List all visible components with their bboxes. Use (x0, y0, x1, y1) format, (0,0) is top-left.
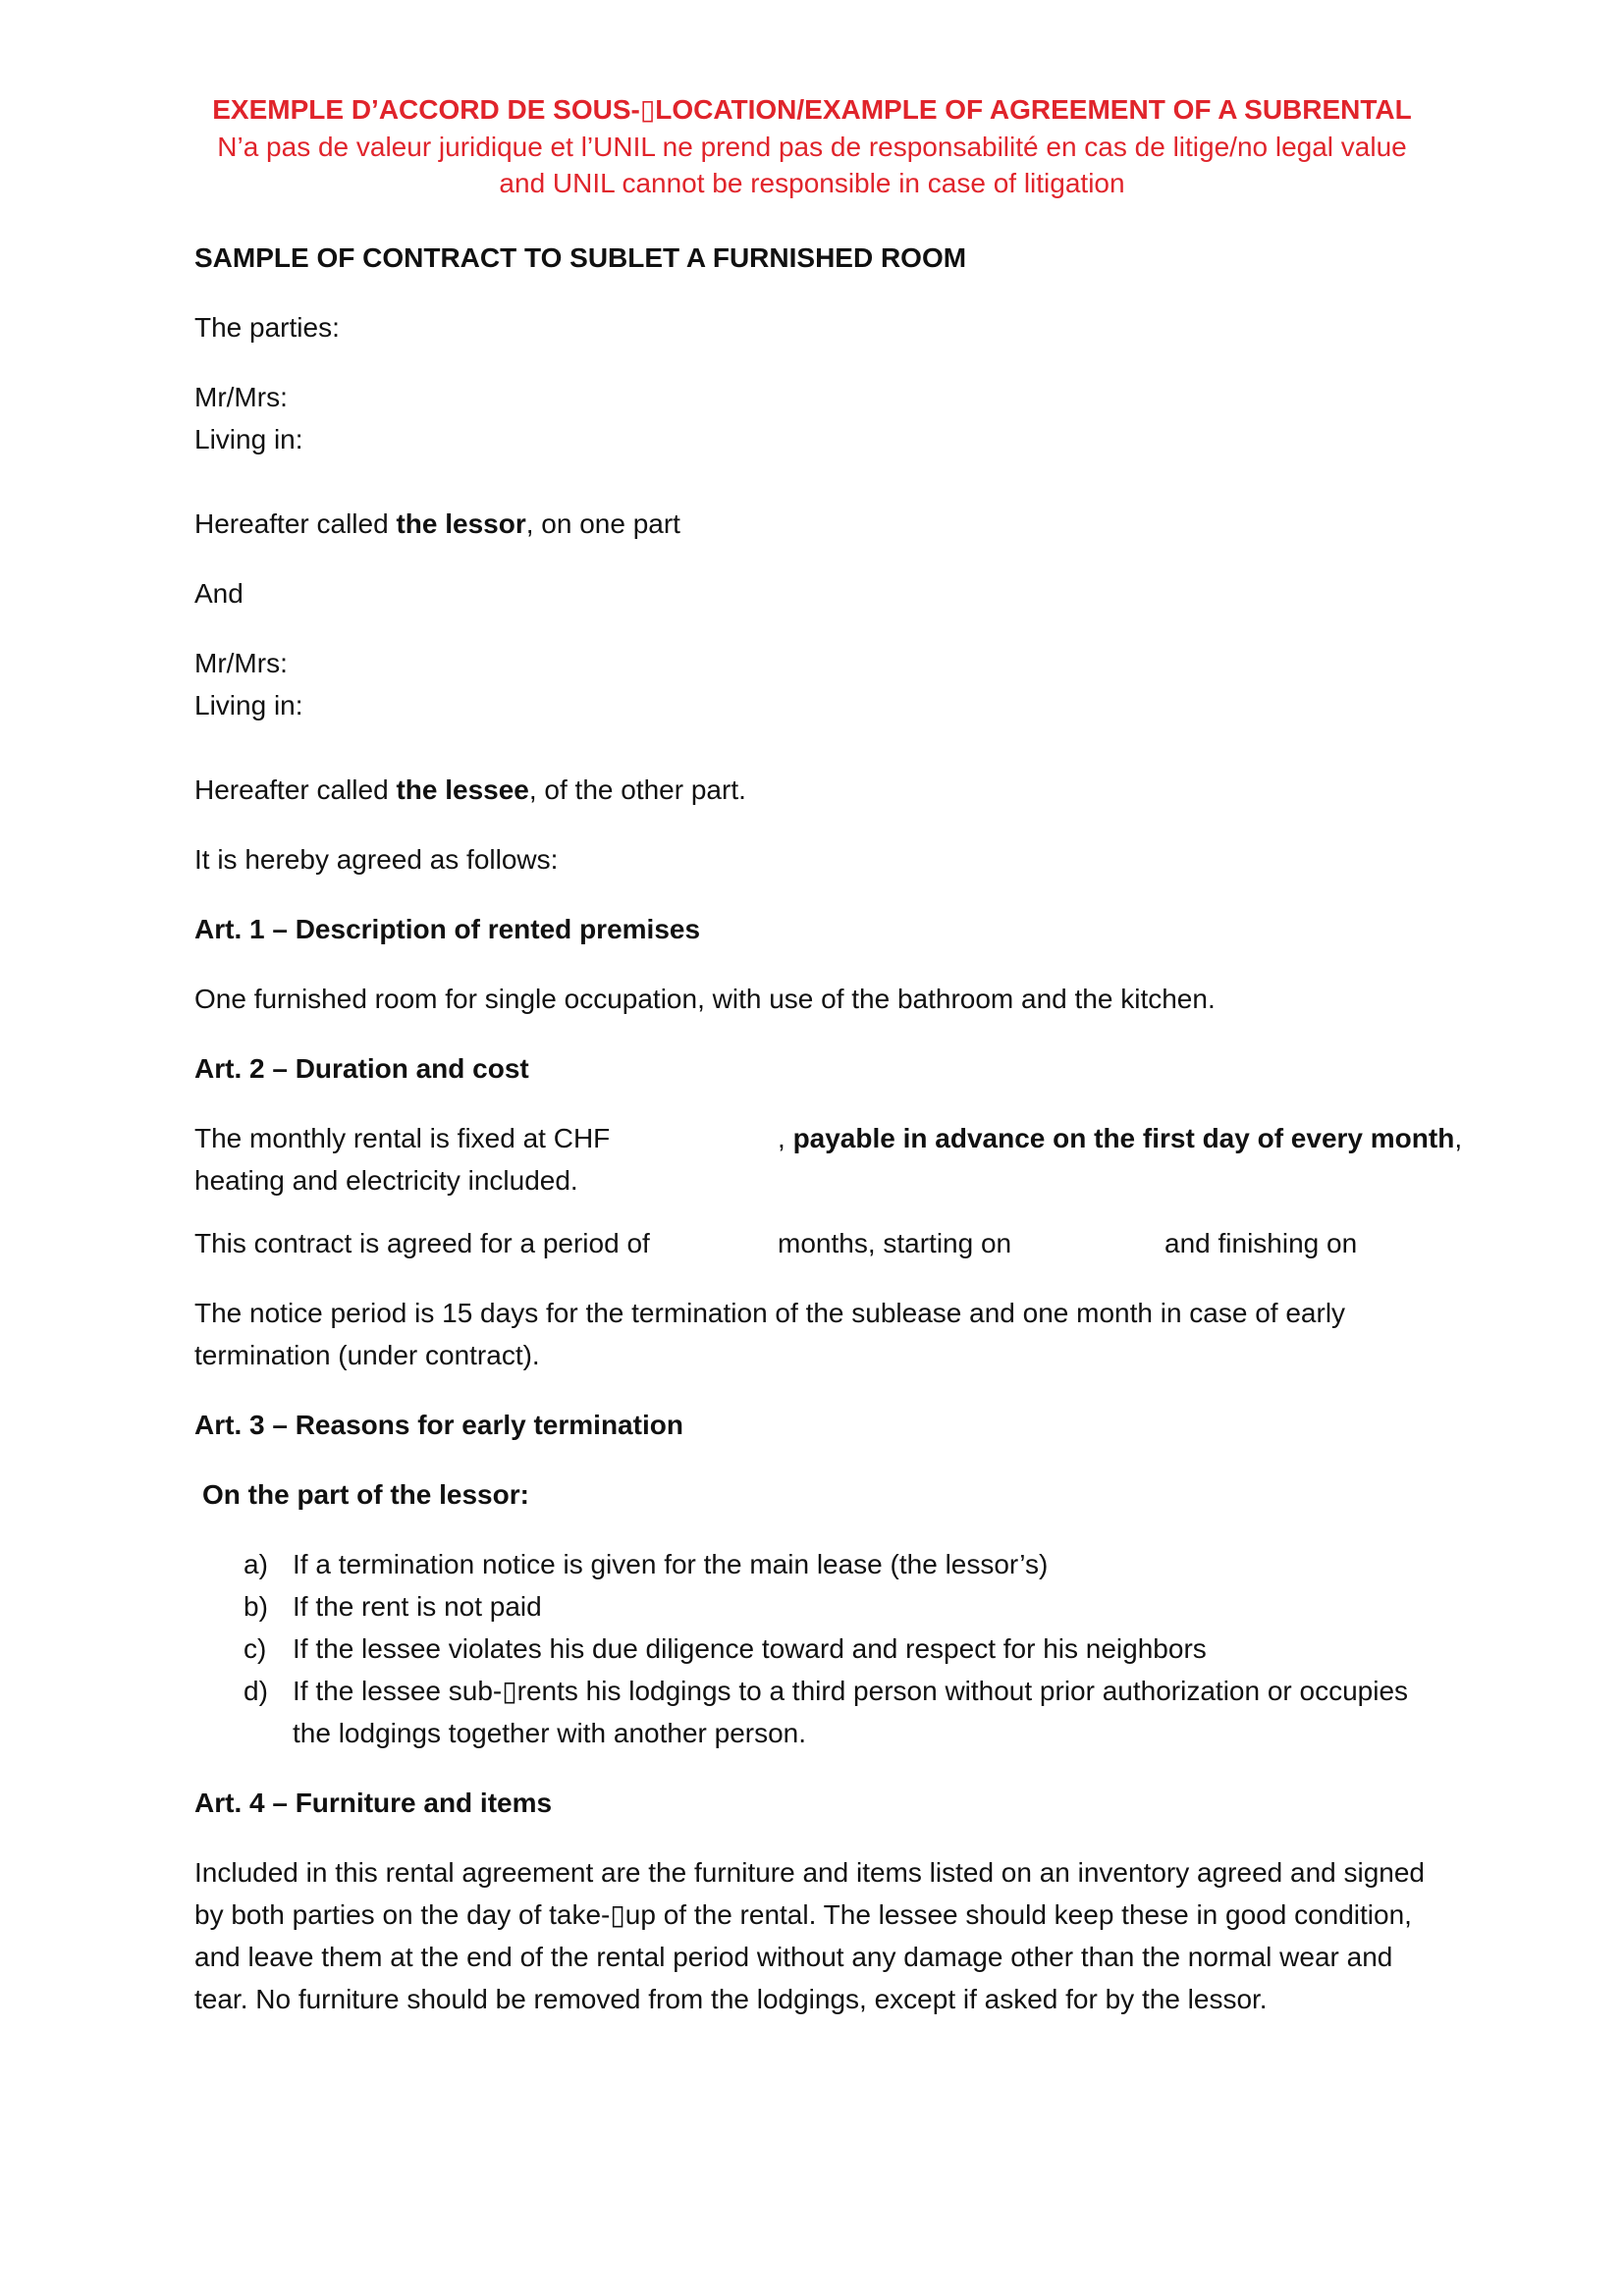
list-item: If a termination notice is given for the main lease (the lessor’s) (293, 1549, 1049, 1579)
art4-heading: Art. 4 – Furniture and items (194, 1788, 553, 1818)
and-connector: And (194, 578, 244, 609)
disclaimer-line-2: and UNIL cannot be responsible in case of litigation (499, 168, 1125, 198)
lessee-name-label: Mr/Mrs: (194, 648, 288, 678)
rent-inclusions: heating and electricity included. (194, 1165, 578, 1196)
parties-intro: The parties: (194, 312, 340, 343)
rent-payment-bold: payable in advance on the first day of every month (792, 1123, 1455, 1153)
disclaimer-line-1: N’a pas de valeur juridique et l’UNIL ne prend pas de responsabilité en cas de litige/no legal value (217, 132, 1407, 162)
art3-subheading: On the part of the lessor: (202, 1479, 529, 1510)
document-title: EXEMPLE D’ACCORD DE SOUS-▯LOCATION/EXAMPLE OF AGREEMENT OF A SUBRENTAL (212, 94, 1412, 125)
lessor-definition-post: , on one part (525, 508, 680, 539)
lessee-term: the lessee (396, 774, 529, 805)
list-item-continuation: the lodgings together with another person. (293, 1718, 807, 1748)
rent-payment-terms (778, 1117, 1462, 1159)
art2-heading: Art. 2 – Duration and cost (194, 1053, 529, 1084)
art4-line-2: by both parties on the day of take-▯up of the rental. The lessee should keep these in good condition, (194, 1899, 1412, 1930)
period-end-label: and finishing on (1164, 1228, 1358, 1258)
art4-line-3: and leave them at the end of the rental period without any damage other than the normal wear and (194, 1942, 1393, 1972)
list-item: If the lessee sub-▯rents his lodgings to a third person without prior authorization or occupies (293, 1676, 1409, 1706)
art4-line-1: Included in this rental agreement are the furniture and items listed on an inventory agreed and signed (194, 1857, 1425, 1888)
rent-amount-label: The monthly rental is fixed at CHF (194, 1123, 611, 1153)
period-start-label: months, starting on (778, 1228, 1012, 1258)
list-item-letter: c) (244, 1633, 267, 1664)
list-item-letter: d) (244, 1676, 268, 1706)
lessor-definition (194, 503, 680, 545)
list-item: If the rent is not paid (293, 1591, 542, 1622)
lessor-address-label: Living in: (194, 424, 303, 454)
lessee-definition (194, 769, 746, 811)
lessee-definition-pre: Hereafter called (194, 774, 397, 805)
lessor-term: the lessor (396, 508, 526, 539)
art3-heading: Art. 3 – Reasons for early termination (194, 1410, 683, 1440)
lessee-address-label: Living in: (194, 690, 303, 721)
lessor-name-label: Mr/Mrs: (194, 382, 288, 412)
rent-end: , (1454, 1123, 1463, 1153)
contract-heading: SAMPLE OF CONTRACT TO SUBLET A FURNISHED ROOM (194, 242, 967, 273)
list-item-letter: b) (244, 1591, 268, 1622)
lessor-definition-pre: Hereafter called (194, 508, 397, 539)
art4-line-4: tear. No furniture should be removed from the lodgings, except if asked for by the lessor. (194, 1984, 1268, 2014)
list-item: If the lessee violates his due diligence toward and respect for his neighbors (293, 1633, 1207, 1664)
notice-line-2: termination (under contract). (194, 1340, 540, 1370)
list-item-letter: a) (244, 1549, 268, 1579)
art1-text: One furnished room for single occupation, with use of the bathroom and the kitchen. (194, 984, 1216, 1014)
agreement-intro: It is hereby agreed as follows: (194, 844, 559, 875)
art1-heading: Art. 1 – Description of rented premises (194, 914, 701, 944)
rent-comma: , (778, 1123, 793, 1153)
notice-line-1: The notice period is 15 days for the termination of the sublease and one month in case of early (194, 1298, 1346, 1328)
period-label: This contract is agreed for a period of (194, 1228, 650, 1258)
lessee-definition-post: , of the other part. (528, 774, 746, 805)
